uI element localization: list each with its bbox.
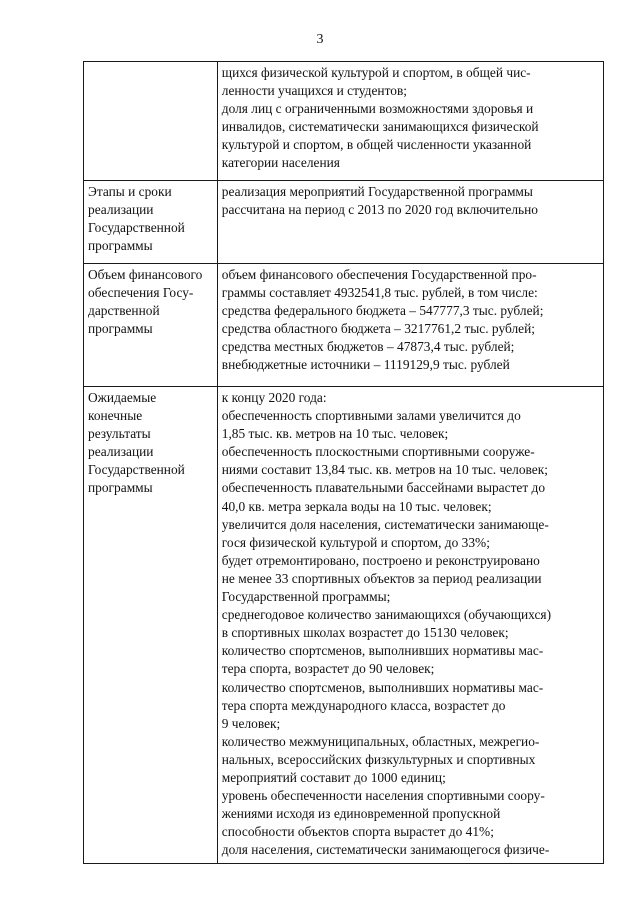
text-line: тера спорта международного класса, возрастет до (221, 697, 506, 713)
text-line: щихся физической культурой и спортом, в общей чис- (221, 65, 531, 80)
row-label-line: Государственной (88, 462, 185, 478)
text-line: обеспеченность спортивными залами увеличится до (221, 408, 521, 424)
text-line: 1,85 тыс. кв. метров на 10 тыс. человек; (221, 426, 449, 442)
table-row (84, 387, 604, 864)
table-row (84, 62, 604, 181)
text-line: уровень обеспеченности населения спортивными соору- (221, 788, 545, 804)
text-line: будет отремонтировано, построено и реконструировано (221, 552, 540, 568)
text-line: 40,0 кв. метра зеркала воды на 10 тыс. человек; (221, 498, 492, 514)
row-label-line: Объем финансового (88, 267, 203, 282)
text-line: увеличится доля населения, систематически занимающе- (221, 516, 549, 532)
text-line: доля лиц с ограниченными возможностями здоровья и (221, 101, 534, 117)
row-label-cell (84, 387, 218, 864)
text-line: мероприятий составит до 1000 единиц; (221, 769, 446, 785)
row-content-cell (217, 264, 603, 387)
text-line: количество спортсменов, выполнивших нормативы мас- (221, 643, 544, 659)
row-label-line: Этапы и сроки (88, 184, 172, 199)
row-label-cell (84, 62, 218, 181)
text-line: ниями составит 13,84 тыс. кв. метров на 10 тыс. человек; (221, 462, 548, 478)
text-line: объем финансового обеспечения Государственной про- (221, 267, 537, 282)
text-line: обеспеченность плоскостными спортивными сооруже- (221, 444, 535, 460)
text-line: не менее 33 спортивных объектов за период реализации (221, 570, 542, 586)
row-label-line: результаты (88, 426, 151, 442)
row-label-line: программы (88, 238, 153, 254)
row-label-line: обеспечения Госу- (88, 285, 194, 301)
page-number: 3 (316, 32, 324, 47)
row-content-cell (217, 181, 603, 264)
row-content-cell (217, 62, 603, 181)
text-line: инвалидов, систематически занимающихся физической (221, 119, 539, 135)
text-line: внебюджетные источники – 1119129,9 тыс. рублей (221, 357, 510, 373)
text-line: способности объектов спорта вырастет до 41%; (221, 824, 494, 840)
text-line: в спортивных школах возрастет до 15130 человек; (221, 625, 509, 641)
passport-table (83, 61, 604, 864)
text-line: культурой и спортом, в общей численности указанной (221, 137, 532, 153)
row-label-cell (84, 264, 218, 387)
text-line: реализация мероприятий Государственной программы (221, 184, 533, 199)
text-line: тера спорта, возрастет до 90 человек; (221, 661, 435, 677)
row-label-line: Государственной (88, 220, 185, 236)
text-line: 9 человек; (221, 715, 281, 731)
text-line: средства областного бюджета – 3217761,2 тыс. рублей; (221, 321, 535, 337)
table-row (84, 181, 604, 264)
text-line: количество межмуниципальных, областных, межрегио- (221, 733, 540, 749)
table-row (84, 264, 604, 387)
row-label-line: конечные (88, 408, 143, 424)
text-line: гося физической культурой и спортом, до 33%; (221, 534, 490, 550)
row-label-cell (84, 181, 218, 264)
row-label-line: программы (88, 321, 153, 337)
row-label-line: дарственной (88, 303, 160, 319)
text-line: к концу 2020 года: (221, 390, 327, 405)
row-label-line: Ожидаемые (88, 390, 157, 405)
text-line: обеспеченность плавательными бассейнами вырастет до (221, 480, 546, 496)
text-line: количество спортсменов, выполнивших нормативы мас- (221, 679, 544, 695)
text-line: рассчитана на период с 2013 по 2020 год включительно (221, 202, 538, 218)
text-line: Государственной программы; (221, 589, 391, 605)
row-label-line: программы (88, 480, 153, 496)
text-line: нальных, всероссийских физкультурных и спортивных (221, 751, 536, 767)
row-label-line: реализации (88, 202, 154, 218)
text-line: среднегодовое количество занимающихся (обучающихся) (221, 607, 552, 623)
text-line: ленности учащихся и студентов; (221, 83, 407, 99)
text-line: средства местных бюджетов – 47873,4 тыс. рублей; (221, 339, 515, 355)
text-line: доля населения, систематически занимающегося физиче- (221, 842, 550, 858)
row-content-cell (217, 387, 603, 864)
text-line: категории населения (221, 155, 340, 171)
text-line: средства федерального бюджета – 547777,3 тыс. рублей; (221, 303, 544, 319)
text-line: жениями исходя из единовременной пропускной (221, 806, 501, 822)
text-line: граммы составляет 4932541,8 тыс. рублей, в том числе: (221, 285, 538, 301)
row-label-line: реализации (88, 444, 154, 460)
